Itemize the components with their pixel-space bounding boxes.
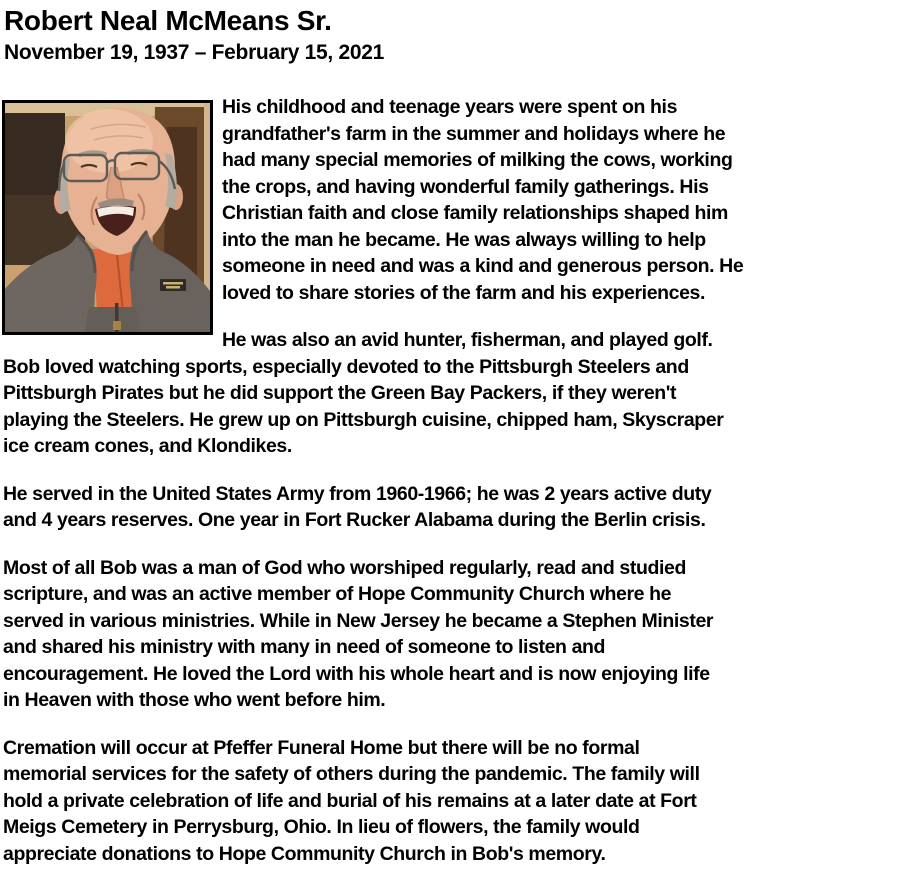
logo-text-line-2 [166, 286, 180, 289]
page-title: Robert Neal McMeans Sr. [4, 5, 332, 36]
text-line: into the man he became. He was always willing to help [222, 228, 706, 251]
text-line: and shared his ministry with many in need of someone to listen and [3, 636, 606, 658]
text-line: Cremation will occur at Pfeffer Funeral Home but there will be no formal [3, 736, 640, 759]
text-line: Most of all Bob was a man of God who worshiped regularly, read and studied [3, 556, 686, 579]
logo-text-line-1 [163, 282, 183, 285]
text-line: scripture, and was an active member of Hope Community Church where he [3, 583, 672, 605]
text-line: playing the Steelers. He grew up on Pittsburgh cuisine, chipped ham, Skyscraper [3, 408, 724, 431]
text-line: appreciate donations to Hope Community Church in Bob's memory. [3, 842, 606, 865]
text-line: grandfather's farm in the summer and holidays where he [222, 122, 726, 145]
header [0, 0, 899, 65]
obituary-content [0, 94, 899, 867]
text-line: ice cream cones, and Klondikes. [3, 435, 292, 457]
text-line: someone in need and was a kind and generous person. He [222, 255, 744, 277]
text-line: encouragement. He loved the Lord with his whole heart and is now enjoying life [3, 662, 710, 685]
text-line: He served in the United States Army from 1960-1966; he was 2 years active duty [3, 482, 712, 505]
portrait-illustration [5, 103, 210, 332]
paragraph [0, 555, 899, 714]
paragraph [0, 481, 899, 534]
photo-cabinet [5, 113, 65, 201]
text-line: Pittsburgh Pirates but he did support the Green Bay Packers, if they weren't [3, 382, 677, 404]
portrait-photo [2, 100, 213, 335]
paragraph [0, 735, 899, 868]
text-line: Christian faith and close family relationships shaped him [222, 202, 728, 224]
zipper-pull [113, 321, 121, 330]
text-line: Meigs Cemetery in Perrysburg, Ohio. In lieu of flowers, the family would [3, 816, 640, 838]
text-line: had many special memories of milking the cows, working [222, 149, 733, 171]
logo-patch [160, 279, 186, 291]
text-line: hold a private celebration of life and burial of his remains at a later date at Fort [3, 789, 697, 812]
text-line: Bob loved watching sports, especially devoted to the Pittsburgh Steelers and [3, 355, 689, 378]
text-line: served in various ministries. While in New Jersey he became a Stephen Minister [3, 609, 714, 632]
text-line: He was also an avid hunter, fisherman, and played golf. [222, 329, 713, 351]
text-line: loved to share stories of the farm and his experiences. [222, 281, 706, 304]
text-line: memorial services for the safety of others during the pandemic. The family will [3, 763, 700, 785]
text-line: and 4 years reserves. One year in Fort Rucker Alabama during the Berlin crisis. [3, 509, 706, 531]
text-line: in Heaven with those who went before him. [3, 689, 386, 711]
paragraph [0, 327, 899, 460]
text-line: the crops, and having wonderful family gatherings. His [222, 175, 709, 198]
life-dates: November 19, 1937 – February 15, 2021 [4, 41, 384, 64]
text-line: His childhood and teenage years were spent on his [222, 96, 678, 118]
